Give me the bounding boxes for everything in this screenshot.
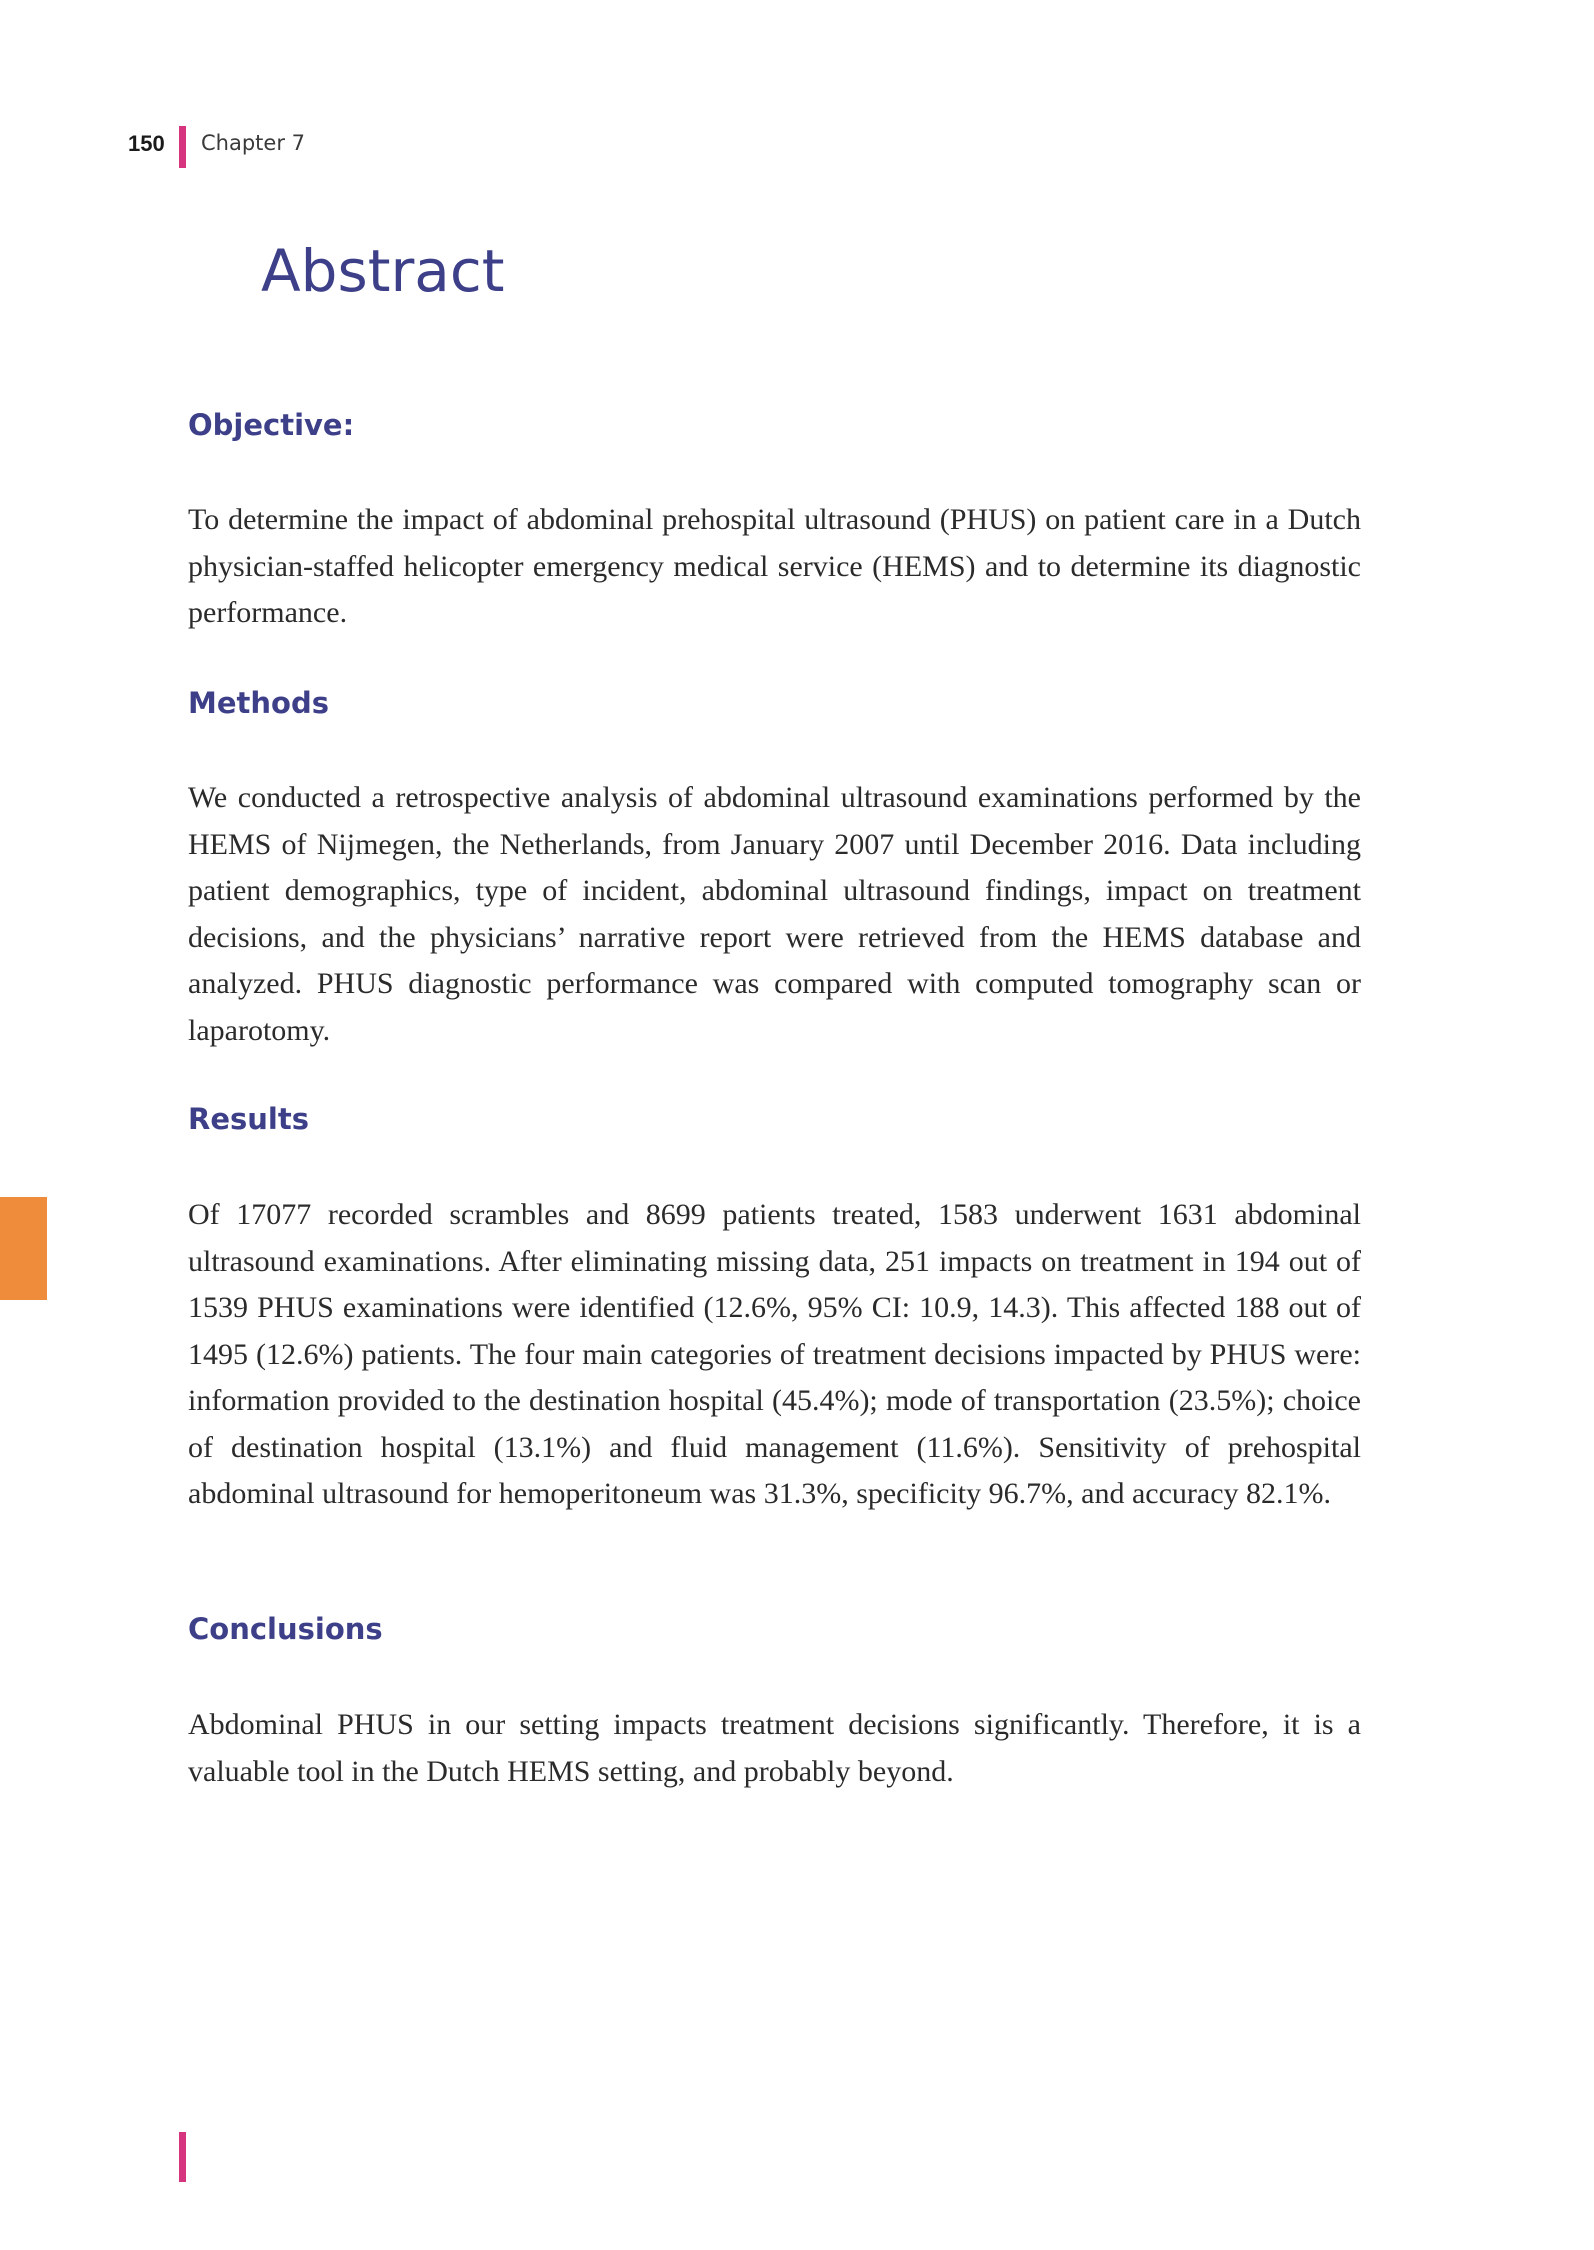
results-heading: Results [188,1102,309,1136]
conclusions-text: Abdominal PHUS in our setting impacts treatment decisions significantly. Therefore, it is a valuable tool in the Dutch HEMS setting, and probably beyond. [188,1708,1361,1788]
objective-text: To determine the impact of abdominal prehospital ultrasound (PHUS) on patient care in a Dutch physician-staffed helicopter emergency medical service (HEMS) and to determine its diagnostic performance. [188,503,1361,629]
page-title: Abstract [261,237,505,305]
footer-accent-bar [179,2132,186,2182]
page-number: 150 [128,131,165,156]
methods-heading: Methods [188,686,329,720]
results-text: Of 17077 recorded scrambles and 8699 patients treated, 1583 underwent 1631 abdominal ultrasound examinations. After eliminating missing data, 251 impacts on treatment in 194 out of 1539 PHUS examinations were identified (12.6%, 95% CI: 10.9, 14.3). This affected 188 out of 1495 (12.6%) patients. The four main categories of treatment decisions impacted by PHUS were: information provided to the destination hospital (45.4%); mode of transportation (23.5%); choice of destination hospital (13.1%) and fluid management (11.6%). Sensitivity of prehospital abdominal ultrasound for hemoperitoneum was 31.3%, specificity 96.7%, and accuracy 82.1%. [188,1198,1361,1510]
objective-heading: Objective: [188,408,355,442]
chapter-side-tab [0,1197,47,1300]
methods-text: We conducted a retrospective analysis of abdominal ultrasound examinations performed by the HEMS of Nijmegen, the Netherlands, from January 2007 until December 2016. Data including patient demographics, type of incident, abdominal ultrasound findings, impact on treatment decisions, and the physicians’ narrative report were retrieved from the HEMS database and analyzed. PHUS diagnostic performance was compared with computed tomography scan or laparotomy. [188,781,1361,1047]
chapter-label: Chapter 7 [201,131,305,155]
conclusions-heading: Conclusions [188,1612,383,1646]
header-accent-bar [179,126,186,168]
